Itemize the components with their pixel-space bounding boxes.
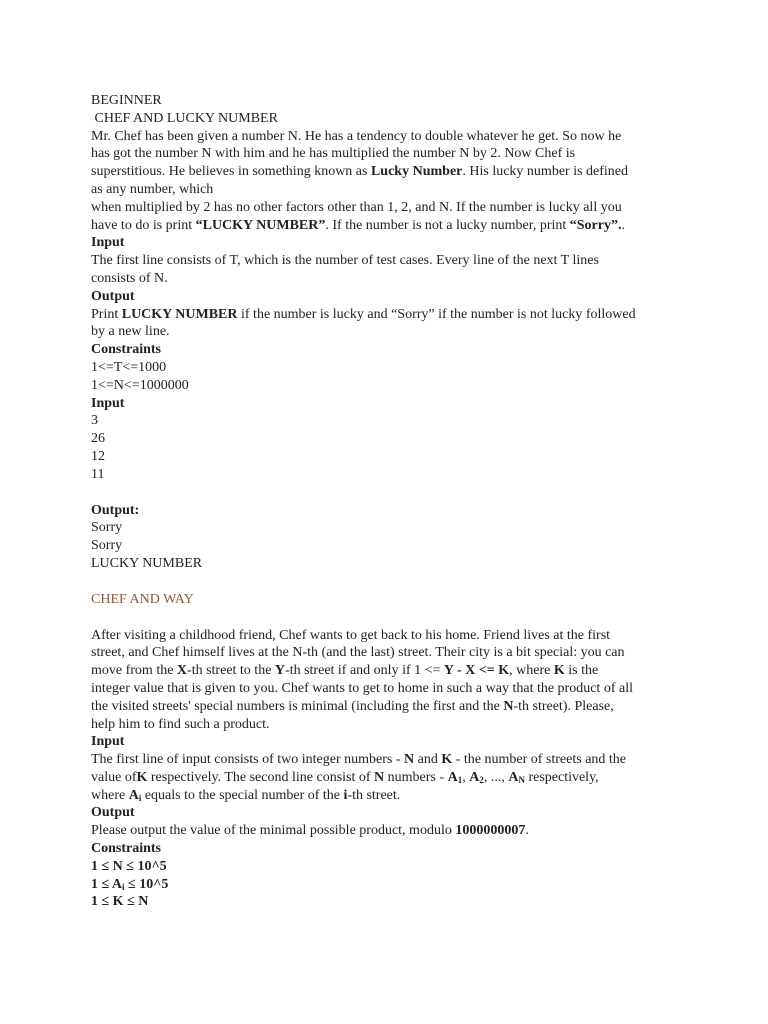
constraint-line: 1 ≤ K ≤ N [91, 894, 149, 910]
sample-output-line: Sorry [91, 520, 123, 536]
statement-line: when multiplied by 2 has no other factors other than 1, 2, and N. If the number is lucky all you [91, 199, 622, 215]
output-description: Please output the value of the minimal possible product, modulo 1000000007. [91, 823, 529, 839]
document-body [91, 92, 691, 911]
sample-output-heading: Output: [91, 502, 140, 518]
output-heading: Output [91, 805, 135, 821]
problem-title-lucky-number: CHEF AND LUCKY NUMBER [91, 110, 278, 126]
statement-line: After visiting a childhood friend, Chef wants to get back to his home. Friend lives at the first [91, 627, 611, 643]
sample-input-heading: Input [91, 395, 125, 411]
constraint-line: 1<=T<=1000 [91, 359, 167, 375]
input-heading: Input [91, 734, 125, 750]
sample-input-line: 3 [91, 413, 98, 429]
statement-line: as any number, which [91, 181, 214, 197]
output-heading: Output [91, 288, 135, 304]
statement-line: street, and Chef himself lives at the N-th (and the last) street. Their city is a bit special: you can [91, 645, 625, 661]
problem-statement [91, 627, 691, 734]
input-description: The first line consists of T, which is the number of test cases. Every line of the next T lines [91, 253, 599, 269]
problem-statement [91, 128, 691, 235]
input-description: The first line of input consists of two integer numbers - N and K - the number of streets and the [91, 752, 627, 768]
input-description: value ofK respectively. The second line consist of N numbers - $A_1$, $A_2$, ..., $A_N$ respectively, [91, 769, 599, 785]
constraints-heading: Constraints [91, 841, 162, 857]
spacer [91, 609, 691, 627]
output-description: Print LUCKY NUMBER if the number is lucky and “Sorry” if the number is not lucky followed [91, 306, 636, 322]
sample-input-line: 11 [91, 466, 105, 482]
input-heading: Input [91, 235, 125, 251]
constraint-line: 1 ≤ N ≤ 10^5 [91, 858, 167, 874]
sample-input-line: 26 [91, 431, 105, 447]
statement-line: help him to find such a product. [91, 716, 270, 732]
constraints-heading: Constraints [91, 342, 162, 358]
statement-line: superstitious. He believes in something known as Lucky Number. His lucky number is defined [91, 164, 629, 180]
constraint-line: 1<=N<=1000000 [91, 377, 189, 393]
sample-output-line: Sorry [91, 538, 123, 554]
statement-line: Mr. Chef has been given a number N. He has a tendency to double whatever he get. So now he [91, 128, 622, 144]
statement-line: has got the number N with him and he has multiplied the number N by 2. Now Chef is [91, 146, 576, 162]
statement-line: move from the X-th street to the Y-th street if and only if 1 <= Y - X <= K, where K is the [91, 663, 599, 679]
statement-line: integer value that is given to you. Chef wants to get to home in such a way that the product of all [91, 680, 633, 696]
output-description: by a new line. [91, 324, 170, 340]
problem-title-chef-and-way: CHEF AND WAY [91, 591, 194, 607]
spacer [91, 484, 691, 502]
sample-input-line: 12 [91, 448, 105, 464]
spacer [91, 573, 691, 591]
input-description: where $A_i$ equals to the special number of the i-th street. [91, 787, 401, 803]
statement-line: have to do is print “LUCKY NUMBER”. If the number is not a lucky number, print “Sorry”.. [91, 217, 625, 233]
constraint-line: $1 \le A_i$ ≤ 10^5 [91, 876, 169, 892]
statement-line: the visited streets' special numbers is minimal (including the first and the N-th street). Please, [91, 698, 614, 714]
sample-output-line: LUCKY NUMBER [91, 555, 203, 571]
level-label: BEGINNER [91, 93, 162, 108]
input-description: consists of N. [91, 270, 168, 286]
